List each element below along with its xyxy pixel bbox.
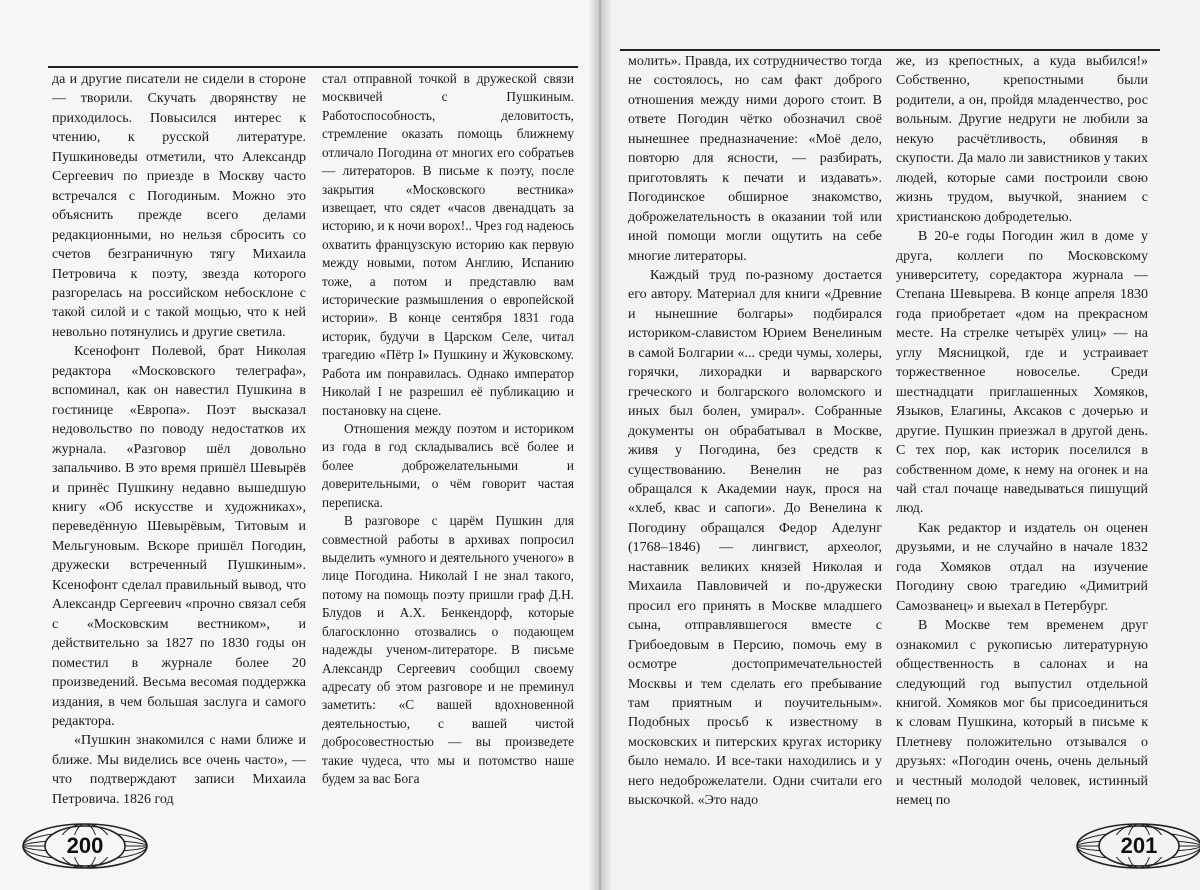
right-page-column-1 (628, 52, 882, 811)
paragraph: Как редактор и издатель он оценен друзьями, и не случайно в начале 1832 года Хомяков отдал на изучение Погодину свою трагедию «Димитрий Самозванец» и выехал в Петербург. (896, 520, 1148, 614)
paragraph: Ксенофонт Полевой, брат Николая редактора «Московского телеграфа», вспоминал, как он навестил Пушкина в гостинице «Европа». Поэт высказал недовольство по поводу недостатков их журнала. «Разговор шёл довольно запальчиво. В это время пришёл Шевырёв и принёс Пушкину недавно вышедшую книгу «Об искусстве и художниках», переведённую Шевырёвым, Титовым и Мельгуновым. Вскоре пришёл Погодин, дружески встреченный Пушкиным». Ксенофонт сделал правильный вывод, что Александр Сергеевич «прочно связал себя с «Московским вестником», и действительно за 1827 по 1830 годы он поместил в журнале более 20 произведений. Весьма весомая поддержка издания, в чем большая заслуга и самого редактора. (52, 344, 306, 729)
page-number: 200 (66, 833, 104, 858)
left-page-column-1 (52, 70, 306, 809)
header-rule (620, 49, 1160, 51)
right-page-column-2 (896, 52, 1148, 811)
page-number-badge (1074, 820, 1200, 872)
paragraph: да и другие писатели не сидели в стороне — творили. Скучать дворянству не приходилось. Повысился интерес к чтению, к русской литературе. Пушкиноведы отметили, что Александр Сергеевич по приезде в Москву часто встречался с Погодиным. Можно это объяснить прежде всего делами редакционными, но нельзя сбросить со счетов безграничную тягу Михаила Петровича к поэту, звезда которого разгорелась на российском небосклоне с такой силой и с такой мощью, что к ней невольно потянулись и другие светила. (52, 72, 306, 340)
paragraph: В разговоре с царём Пушкин для совместной работы в архивах попросил выделить «умного и деятельного ученого» в лице Погодина. Николай I не знал такого, потому на помощь поэту пришли граф Д.Н. Блудов и А.Х. Бенкендорф, которые благосклонно отозвались о подающем надежды ученом-литераторе. В письме Александр Сергеевич сообщил своему адресату об этом разговоре и не преминул заметить: «С вашей вдохновенной деятельностью, с вашей чистой добросовестностью — вы произведете такие чудеса, что мы и потомство наше будем за вас Бога (322, 513, 574, 787)
left-page-column-2 (322, 70, 574, 788)
paragraph: «Пушкин знакомился с нами ближе и ближе. Мы виделись все очень часто», — что подтверждают записи Михаила Петровича. 1826 год (52, 733, 306, 807)
right-page (600, 0, 1200, 890)
page-number: 201 (1120, 833, 1158, 858)
paragraph: стал отправной точкой в дружеской связи москвичей с Пушкиным. Работоспособность, деловитость, стремление оказать помощь ближнему отличало Погодина от многих его собратьев — литераторов. В письме к поэту, после закрытия «Московского вестника» извещает, что сядет «часов двенадцать за историю, и к ночи ворох!.. Чрез год надеюсь охватить французскую историю как первую между новыми, потом Англию, Испанию тоже, а потом и представлю вам исторические размышления о европейской истории». В конце сентября 1831 года историк, будучи в Царском Селе, читал трагедию «Пётр I» Пушкину и Жуковскому. Работа им понравилась. Однако император Николай I не разрешил её публикацию и постановку на сцене. (322, 71, 574, 418)
paragraph: же, из крепостных, а куда выбился!» Собственно, крепостными были родители, а он, пройдя младенчество, рос вольным. Другие недруги не любили за некую расчётливость, обвиняя в скупости. Да мало ли завистников у таких людей, которые сами построили свою жизнь трудом, выучкой, знанием с христианскою добродетелью. (896, 54, 1148, 225)
page-number-badge (20, 820, 150, 872)
paragraph: Каждый труд по-разному достается его автору. Материал для книги «Древние и нынешние болгары» подбирался историком-славистом Юрием Венелиным в самой Болгарии «... среди чумы, холеры, горячки, лихорадки и варварского греческого и болгарского воломского и иных был болен, умирал». Собранные документы он обрабатывал в Москве, живя у Погодина, без средств к существованию. Венелин не раз обращался к Академии наук, прося на «хлеб, квас и сапоги». До Венелина к Погодину обращался Федор Аделунг (1768–1846) — лингвист, археолог, наставник великих князей Николая и Михаила Павловичей и по-дружески просил его принять в Москве младшего сына, отправлявшегося вместе с Грибоедовым в Персию, помочь ему в осмотре достопримечательностей Москвы и тем сделать его пребывание там приятным и поучительным». Подобных просьб к известному в московских и питерских кругах историку было немало. И все-таки находились и у него недоброжелатели. Одни считали его выскочкой. «Это надо (628, 267, 882, 809)
header-rule (48, 66, 578, 68)
paragraph: Отношения между поэтом и историком из года в год складывались всё более и более доброжелательными и доверительными, о чём говорит частая переписка. (322, 421, 574, 510)
paragraph: В 20-е годы Погодин жил в доме у друга, коллеги по Московскому университету, соредактора журнала — Степана Шевырева. В конце апреля 1830 года приобретает «дом на прекрасном месте. На стрелке четырёх улиц» — на углу Мясницкой, где и устраивает торжественное новоселье. Среди шестнадцати приглашенных Хомяков, Языков, Елагины, Аксаков с дочерью и другие. Пушкин приезжал в другой день. С тех пор, как историк поселился в собственном доме, к нему на огонек и на чай стал почаще наведываться пишущий люд. (896, 229, 1148, 517)
book-gutter (588, 0, 612, 890)
paragraph: молить». Правда, их сотрудничество тогда не состоялось, но сам факт доброго отношения между ними дорого стоит. В ответе Погодин чётко обозначил своё нынешнее предназначение: «Моё дело, повторю для ясности, — разбирать, приготовлять к печати и издавать». Погодинское обширное знакомство, доброжелательность в оказании той или иной помощи могли ощутить на себе многие литераторы. (628, 54, 882, 264)
paragraph: В Москве тем временем друг ознакомил с рукописью литературную общественность в салонах и на следующий год выпустил отдельной книгой. Хомяков мог бы присоединиться к словам Пушкина, который в письме к Плетневу положительно отзывался о друзьях: «Погодин очень, очень дельный и честный молодой человек, истинный немец по (896, 618, 1148, 809)
